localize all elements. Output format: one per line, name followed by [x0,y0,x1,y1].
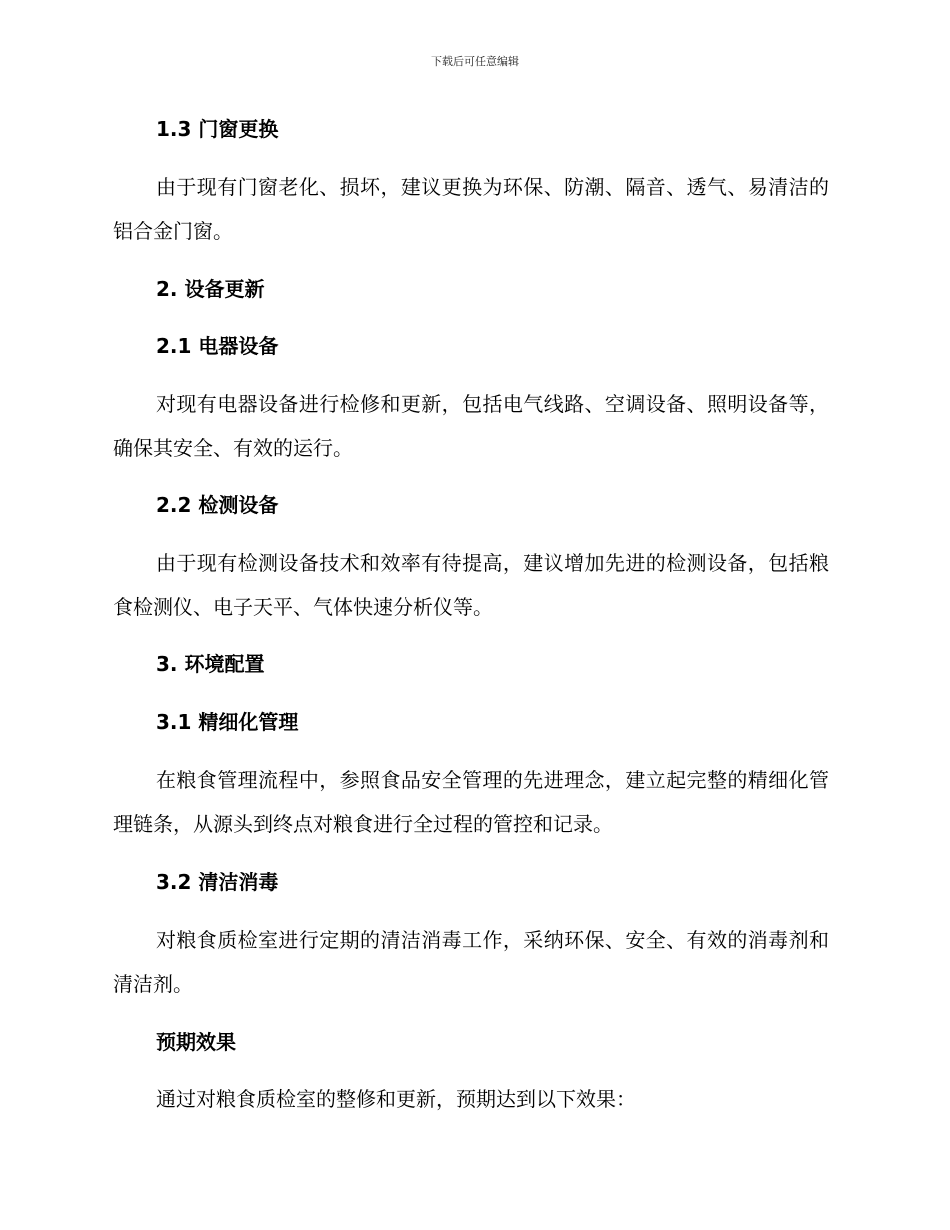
page-header: 下载后可任意编辑 [431,55,519,68]
paragraph-expected-effect: 通过对粮食质检室的整修和更新，预期达到以下效果： [156,1087,636,1111]
section-heading-3: 3. 环境配置 [156,652,265,676]
paragraph-3-1: 在粮食管理流程中，参照食品安全管理的先进理念，建立起完整的精细化管理链条，从源头到终点对粮食进行全过程的管控和记录。 [113,768,829,836]
section-heading-3-1: 3.1 精细化管理 [156,710,299,734]
paragraph-2-1: 对现有电器设备进行检修和更新，包括电气线路、空调设备、照明设备等，确保其安全、有效的运行。 [113,392,829,460]
section-heading-2-2: 2.2 检测设备 [156,493,279,517]
paragraph-3-2: 对粮食质检室进行定期的清洁消毒工作，采纳环保、安全、有效的消毒剂和清洁剂。 [113,928,829,996]
section-heading-2: 2. 设备更新 [156,277,265,301]
section-heading-2-1: 2.1 电器设备 [156,334,279,358]
paragraph-2-2: 由于现有检测设备技术和效率有待提高，建议增加先进的检测设备，包括粮食检测仪、电子天平、气体快速分析仪等。 [113,551,829,619]
section-heading-1-3: 1.3 门窗更换 [156,117,279,141]
paragraph-1-3: 由于现有门窗老化、损坏，建议更换为环保、防潮、隔音、透气、易清洁的铝合金门窗。 [113,175,829,243]
section-heading-3-2: 3.2 清洁消毒 [156,870,279,894]
section-heading-expected-effect: 预期效果 [156,1030,236,1054]
